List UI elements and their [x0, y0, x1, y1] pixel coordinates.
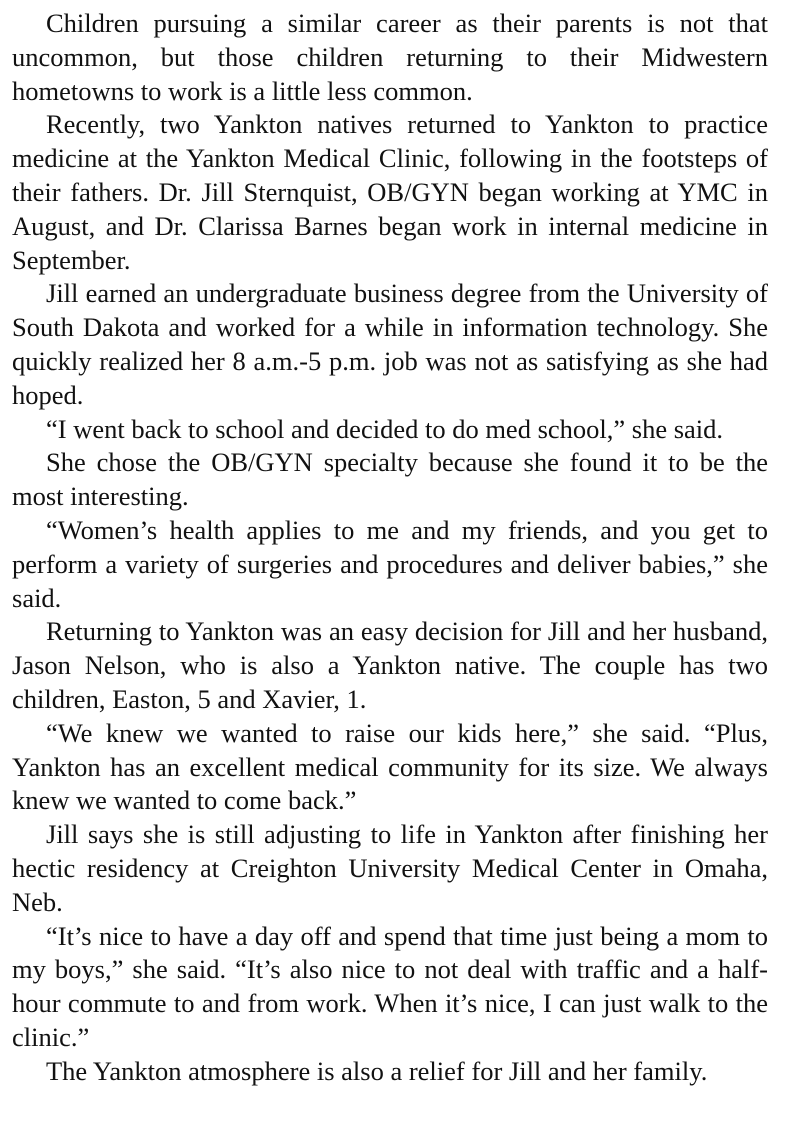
paragraph-quote-day-off: “It’s nice to have a day off and spend that time just being a mom to my boys,” she said. “It’s also nice to not deal with traffic and a half-hour commute to and from work. When it’s nice, I can just walk to the clinic.”	[12, 920, 768, 1052]
paragraph-intro: Children pursuing a similar career as their parents is not that uncommon, but those children returning to their Midwestern hometowns to work is a little less common.	[12, 8, 768, 106]
paragraph-quote-womens-health: “Women’s health applies to me and my friends, and you get to perform a variety of surgeries and procedures and deliver babies,” she said.	[12, 514, 768, 613]
paragraph-atmosphere: The Yankton atmosphere is also a relief for Jill and her family.	[46, 1055, 708, 1086]
paragraph-jill-background: Jill earned an undergraduate business degree from the University of South Dakota and worked for a while in information technology. She quickly realized her 8 a.m.-5 p.m. job was not as satisfying as she had hoped.	[12, 278, 768, 410]
paragraph-natives-return: Recently, two Yankton natives returned to Yankton to practice medicine at the Yankton Medical Clinic, following in the footsteps of their fathers. Dr. Jill Sternquist, OB/GYN began working at YMC in August, and Dr. Clarissa Barnes began work in internal medicine in September.	[12, 109, 768, 275]
paragraph-specialty: She chose the OB/GYN specialty because she found it to be the most interesting.	[12, 447, 768, 512]
paragraph-quote-med-school: “I went back to school and decided to do med school,” she said.	[46, 413, 724, 444]
paragraph-returning: Returning to Yankton was an easy decision for Jill and her husband, Jason Nelson, who is also a Yankton native. The couple has two children, Easton, 5 and Xavier, 1.	[12, 616, 768, 714]
paragraph-adjusting: Jill says she is still adjusting to life in Yankton after finishing her hectic residency at Creighton University Medical Center in Omaha, Neb.	[12, 819, 768, 917]
article-body	[12, 7, 768, 1089]
paragraph-quote-raise-kids: “We knew we wanted to raise our kids here,” she said. “Plus, Yankton has an excellent medical community for its size. We always knew we wanted to come back.”	[12, 717, 768, 816]
